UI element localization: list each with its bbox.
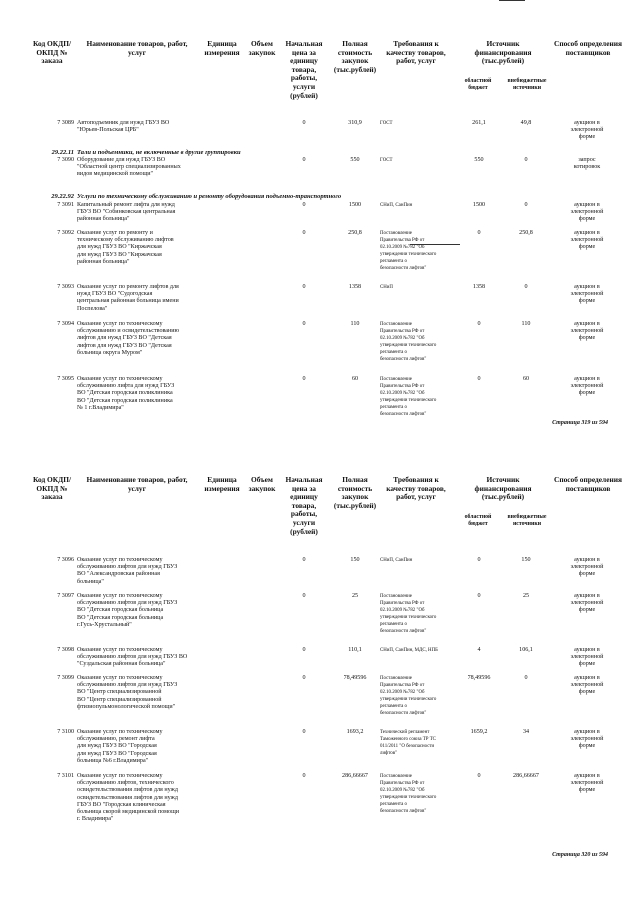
row-budget: 0 xyxy=(477,557,481,563)
header-unit: Единица измерения xyxy=(204,39,240,57)
row-budget: 0 xyxy=(477,773,481,779)
row-requirements: Постановление Правительства РФ от 02.10.2009 №782 "Об утверждении технического регламента о безопасности лифтов" xyxy=(380,231,437,271)
row-budget: 0 xyxy=(477,593,481,599)
row-requirements: Технический регламент Таможенного союза ТР ТС 011/2011 "О безопасности лифтов" xyxy=(380,730,436,756)
header-cost: Полная стоимость закупок (тыс.рублей) xyxy=(333,39,377,74)
row-cost: 286,66667 xyxy=(342,773,368,779)
row-price: 0 xyxy=(302,773,306,779)
header-volume: Объем закупок xyxy=(248,39,276,57)
row-name: Оказание услуг по техническому обслуживанию лифтов для нужд ГБУЗ ВО "Центр специализированной ВО "Центр специализированной фтизиопульмонологической помощи" xyxy=(77,675,178,710)
row-cost: 110,1 xyxy=(348,647,362,653)
row-method: аукцион в электронной форме xyxy=(570,321,604,342)
header-code: Код ОКДП/ ОКПД № заказа xyxy=(32,39,72,66)
group-title: Тали и подъемники, не включенные в другие группировки xyxy=(77,149,241,156)
row-budget: 1659,2 xyxy=(470,729,488,735)
row-code: 7 3095 xyxy=(57,376,74,382)
header-source: Источник финансирования (тыс.рублей) xyxy=(474,39,532,66)
row-price: 0 xyxy=(302,157,306,163)
row-code: 7 3089 xyxy=(57,120,74,126)
row-price: 0 xyxy=(302,202,306,208)
row-method: аукцион в электронной форме xyxy=(570,230,604,251)
group-code: 29.22.11 xyxy=(51,149,74,156)
row-name: Оказание услуг по техническому обслуживанию лифта для нужд ГБУЗ ВО "Детская городская поликлиника ВО "Детская городская поликлиника № 1 г.Владимира" xyxy=(77,376,175,411)
row-budget: 550 xyxy=(474,157,484,163)
row-code: 7 3098 xyxy=(57,647,74,653)
row-other: 0 xyxy=(524,157,528,163)
row-name: Оказание услуг по техническому обслуживанию лифтов для нужд ГБУЗ ВО "Александровская районная больница" xyxy=(77,557,178,585)
page-number: Страница 320 из 594 xyxy=(552,852,608,858)
row-code: 7 3094 xyxy=(57,321,74,327)
row-requirements: Постановление Правительства РФ от 02.10.2009 №782 "Об утверждении технического регламента о безопасности лифтов" xyxy=(380,377,437,417)
row-name: Оказание услуг по техническому обслуживанию лифтов для нужд ГБУЗ ВО "Суздальская районная больница" xyxy=(77,647,188,668)
row-requirements: СНиП, СанПин xyxy=(380,558,413,563)
row-budget: 0 xyxy=(477,230,481,236)
group-title: Услуги по техническому обслуживанию и ремонту оборудования подъемно-транспортного xyxy=(77,193,342,200)
row-other: 49,8 xyxy=(520,120,532,126)
row-name: Оказание услуг по техническому обслуживанию, ремонт лифта для нужд ГБУЗ ВО "Городская для нужд ГБУЗ ВО "Городская больница №6 г.Владимира" xyxy=(77,729,163,764)
row-cost: 310,9 xyxy=(348,120,362,126)
row-name: Оказание услуг по техническому обслуживанию и освидетельствованию лифтов для нужд ГБУЗ ВО "Детская лифтов для нужд ГБУЗ ВО "Детская больница округа Муром" xyxy=(77,321,180,356)
row-code: 7 3101 xyxy=(57,773,74,779)
header-code: Код ОКДП/ ОКПД № заказа xyxy=(32,475,72,502)
row-method: аукцион в электронной форме xyxy=(570,773,604,794)
row-method: аукцион в электронной форме xyxy=(570,202,604,223)
row-name: Оказание услуг по техническому обслуживанию лифтов, технического освидетельствования лифтов для нужд освидетельствования лифтов для нужд ГБУЗ ВО "Городская клиническая больница скорой медицинской помощи г. Владимира" xyxy=(77,773,180,823)
row-other: 34 xyxy=(522,729,530,735)
row-budget: 1500 xyxy=(472,202,486,208)
header-source-budget: областной бюджет xyxy=(464,78,492,91)
row-code: 7 3090 xyxy=(57,157,74,163)
header-price: Начальная цена за единицу товара, работы, услуги (рублей) xyxy=(285,475,323,536)
row-price: 0 xyxy=(302,557,306,563)
row-other: 60 xyxy=(522,376,530,382)
row-price: 0 xyxy=(302,593,306,599)
header-source-other: внебюджетные источники xyxy=(507,514,547,527)
row-other: 110 xyxy=(521,321,531,327)
row-other: 150 xyxy=(521,557,531,563)
row-method: аукцион в электронной форме xyxy=(570,593,604,614)
row-budget: 0 xyxy=(477,321,481,327)
row-requirements: Постановление Правительства РФ от 02.10.2009 №782 "Об утверждении технического регламента о безопасности лифтов" xyxy=(380,594,437,634)
header-method: Способ определения поставщиков xyxy=(553,475,623,493)
row-code: 7 3097 xyxy=(57,593,74,599)
row-name: Оказание услуг по техническому обслуживанию лифтов для нужд ГБУЗ ВО "Детская городская больница ВО "Детская городская больница г.Гусь-Хрустальный" xyxy=(77,593,178,628)
row-price: 0 xyxy=(302,675,306,681)
row-requirements: ГОСТ xyxy=(380,158,393,163)
row-method: аукцион в электронной форме xyxy=(570,557,604,578)
row-other: 0 xyxy=(524,202,528,208)
header-source-other: внебюджетные источники xyxy=(507,78,547,91)
header-requirements: Требования к качеству товаров, работ, услуг xyxy=(386,39,446,66)
row-cost: 110 xyxy=(350,321,360,327)
group-code: 29.22.92 xyxy=(51,193,74,200)
row-other: 0 xyxy=(524,675,528,681)
row-price: 0 xyxy=(302,230,306,236)
header-unit: Единица измерения xyxy=(204,475,240,493)
header-source: Источник финансирования (тыс.рублей) xyxy=(474,475,532,502)
page-number: Страница 319 из 594 xyxy=(552,420,608,426)
row-other: 0 xyxy=(524,284,528,290)
row-other: 286,66667 xyxy=(513,773,539,779)
row-method: аукцион в электронной форме xyxy=(570,120,604,141)
row-method: аукцион в электронной форме xyxy=(570,376,604,397)
row-requirements: СНиП, СанПин, МДС, НПБ xyxy=(380,648,438,653)
row-cost: 78,49596 xyxy=(343,675,367,681)
row-method: запрос котировок xyxy=(573,157,601,171)
row-name: Автоподъемник для нужд ГБУЗ ВО "Юрьев-Польская ЦРБ" xyxy=(77,120,170,134)
row-requirements: ГОСТ xyxy=(380,121,393,126)
row-method: аукцион в электронной форме xyxy=(570,284,604,305)
row-requirements: Постановление Правительства РФ от 02.10.2009 №782 "Об утверждении технического регламента о безопасности лифтов" xyxy=(380,774,437,814)
header-requirements: Требования к качеству товаров, работ, услуг xyxy=(386,475,446,502)
row-cost: 1693,2 xyxy=(346,729,364,735)
row-price: 0 xyxy=(302,647,306,653)
row-cost: 1358 xyxy=(348,284,362,290)
row-price: 0 xyxy=(302,321,306,327)
row-code: 7 3100 xyxy=(57,729,74,735)
header-name: Наименование товаров, работ, услуг xyxy=(86,39,188,57)
row-cost: 25 xyxy=(351,593,359,599)
row-method: аукцион в электронной форме xyxy=(570,729,604,750)
row-budget: 78,49596 xyxy=(467,675,491,681)
row-cost: 150 xyxy=(350,557,360,563)
row-price: 0 xyxy=(302,729,306,735)
row-method: аукцион в электронной форме xyxy=(570,647,604,668)
row-budget: 0 xyxy=(477,376,481,382)
row-requirements: Постановление Правительства РФ от 02.10.2009 №782 "Об утверждении технического регламента о безопасности лифтов" xyxy=(380,322,437,362)
header-price: Начальная цена за единицу товара, работы, услуги (рублей) xyxy=(285,39,323,100)
row-budget: 1358 xyxy=(472,284,486,290)
row-name: Оказание услуг по ремонту и техническому обслуживанию лифтов для нужд ГБУЗ ВО "Киржачская для нужд ГБУЗ ВО "Киржачская районная больница" xyxy=(77,230,174,265)
row-budget: 4 xyxy=(477,647,481,653)
row-cost: 60 xyxy=(351,376,359,382)
row-other: 250,8 xyxy=(519,230,533,236)
row-other: 106,1 xyxy=(519,647,533,653)
row-name: Оборудование для нужд ГБУЗ ВО "Областной центр специализированных видов медицинской помощи" xyxy=(77,157,181,178)
row-name: Капитальный ремонт лифта для нужд ГБУЗ ВО "Собинковская центральная районная больница" xyxy=(77,202,176,223)
row-price: 0 xyxy=(302,284,306,290)
row-name: Оказание услуг по ремонту лифтов для нужд ГБУЗ ВО "Судогодская центральная районная больница имени Поспелова" xyxy=(77,284,179,312)
row-cost: 1500 xyxy=(348,202,362,208)
row-code: 7 3099 xyxy=(57,675,74,681)
row-code: 7 3091 xyxy=(57,202,74,208)
row-code: 7 3096 xyxy=(57,557,74,563)
row-method: аукцион в электронной форме xyxy=(570,675,604,696)
row-requirements: СНиП, СанПин xyxy=(380,203,413,208)
row-price: 0 xyxy=(302,376,306,382)
row-requirements: СНиП xyxy=(380,285,393,290)
row-budget: 261,1 xyxy=(472,120,486,126)
row-price: 0 xyxy=(302,120,306,126)
header-method: Способ определения поставщиков xyxy=(553,39,623,57)
row-code: 7 3092 xyxy=(57,230,74,236)
header-volume: Объем закупок xyxy=(248,475,276,493)
header-cost: Полная стоимость закупок (тыс.рублей) xyxy=(333,475,377,510)
header-name: Наименование товаров, работ, услуг xyxy=(86,475,188,493)
row-cost: 550 xyxy=(350,157,360,163)
row-code: 7 3093 xyxy=(57,284,74,290)
row-other: 25 xyxy=(522,593,530,599)
row-cost: 250,8 xyxy=(348,230,362,236)
row-requirements: Постановление Правительства РФ от 02.10.2009 №782 "Об утверждении технического регламента о безопасности лифтов" xyxy=(380,676,437,716)
header-source-budget: областной бюджет xyxy=(464,514,492,527)
